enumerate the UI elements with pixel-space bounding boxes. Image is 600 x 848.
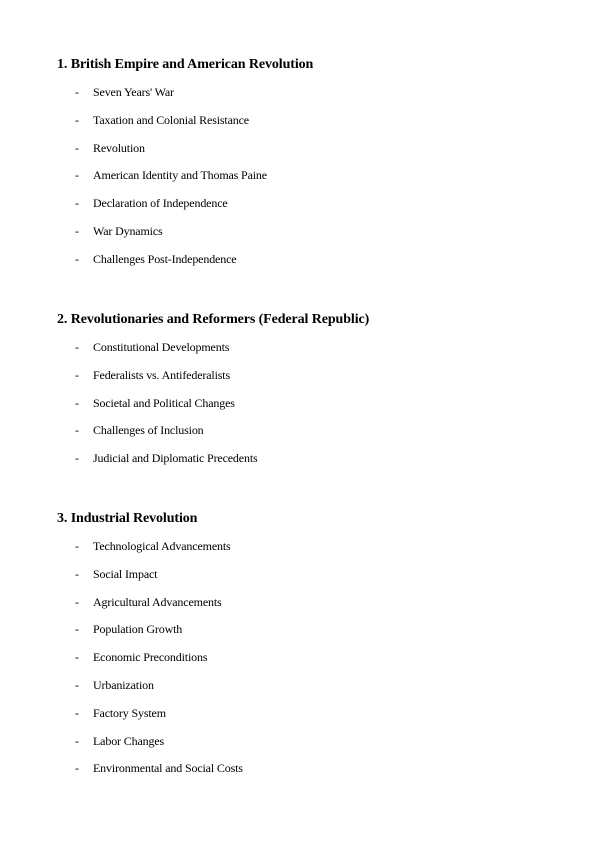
list-item-text: Federalists vs. Antifederalists [93, 367, 230, 382]
list-item [57, 620, 243, 648]
list-item-text: Agricultural Advancements [93, 594, 222, 609]
list-item [57, 194, 313, 222]
list-item-text: Revolution [93, 140, 145, 155]
bullet-dash: - [75, 733, 79, 748]
bullet-dash: - [75, 140, 79, 155]
bullet-dash: - [75, 594, 79, 609]
section-heading: 1. British Empire and American Revolution [57, 57, 314, 72]
list-item-text: Economic Preconditions [93, 650, 208, 665]
list-item-text: Population Growth [93, 622, 183, 637]
bullet-dash: - [75, 223, 79, 238]
bullet-dash: - [75, 112, 79, 127]
list-item-text: Societal and Political Changes [93, 395, 235, 410]
bullet-dash: - [75, 539, 79, 553]
list-item [57, 537, 243, 565]
bullet-dash: - [75, 340, 79, 354]
list-item [57, 732, 243, 760]
list-item [57, 565, 243, 593]
list-item [57, 449, 369, 477]
list-item-text: Social Impact [93, 566, 158, 581]
list-item-text: Factory System [93, 705, 166, 720]
bullet-dash: - [75, 677, 79, 692]
list-item [57, 111, 313, 139]
list-item-text: Judicial and Diplomatic Precedents [93, 451, 258, 466]
list-item [57, 366, 369, 394]
topic-list [57, 338, 369, 477]
bullet-dash: - [75, 196, 79, 211]
list-item-text: War Dynamics [93, 223, 163, 238]
topic-list [57, 537, 243, 787]
list-item-text: Challenges Post-Independence [93, 251, 237, 266]
bullet-dash: - [75, 251, 79, 266]
bullet-dash: - [75, 423, 79, 438]
bullet-dash: - [75, 168, 79, 183]
list-item [57, 83, 313, 111]
bullet-dash: - [75, 566, 79, 581]
list-item [57, 704, 243, 732]
list-item-text: Urbanization [93, 677, 154, 692]
list-item-text: Technological Advancements [93, 539, 231, 553]
list-item [57, 759, 243, 787]
list-item [57, 648, 243, 676]
bullet-dash: - [75, 622, 79, 637]
list-item [57, 421, 369, 449]
bullet-dash: - [75, 761, 79, 776]
bullet-dash: - [75, 85, 79, 99]
list-item-text: Labor Changes [93, 733, 165, 748]
list-item [57, 166, 313, 194]
section-industrial-revolution [57, 510, 243, 787]
list-item-text: American Identity and Thomas Paine [93, 168, 267, 183]
list-item [57, 394, 369, 422]
bullet-dash: - [75, 451, 79, 466]
bullet-dash: - [75, 367, 79, 382]
list-item-text: Challenges of Inclusion [93, 423, 204, 438]
list-item [57, 250, 313, 278]
bullet-dash: - [75, 395, 79, 410]
list-item-text: Constitutional Developments [93, 340, 230, 354]
section-heading: 3. Industrial Revolution [57, 511, 198, 526]
section-british-empire [57, 56, 313, 278]
bullet-dash: - [75, 705, 79, 720]
list-item [57, 676, 243, 704]
list-item-text: Taxation and Colonial Resistance [93, 112, 249, 127]
section-heading: 2. Revolutionaries and Reformers (Federal Republic) [57, 312, 370, 327]
list-item [57, 593, 243, 621]
list-item-text: Seven Years' War [93, 85, 174, 99]
list-item-text: Declaration of Independence [93, 196, 228, 211]
list-item [57, 222, 313, 250]
bullet-dash: - [75, 650, 79, 665]
list-item [57, 338, 369, 366]
list-item [57, 139, 313, 167]
list-item-text: Environmental and Social Costs [93, 761, 243, 776]
topic-list [57, 83, 313, 278]
section-revolutionaries-reformers [57, 311, 369, 477]
